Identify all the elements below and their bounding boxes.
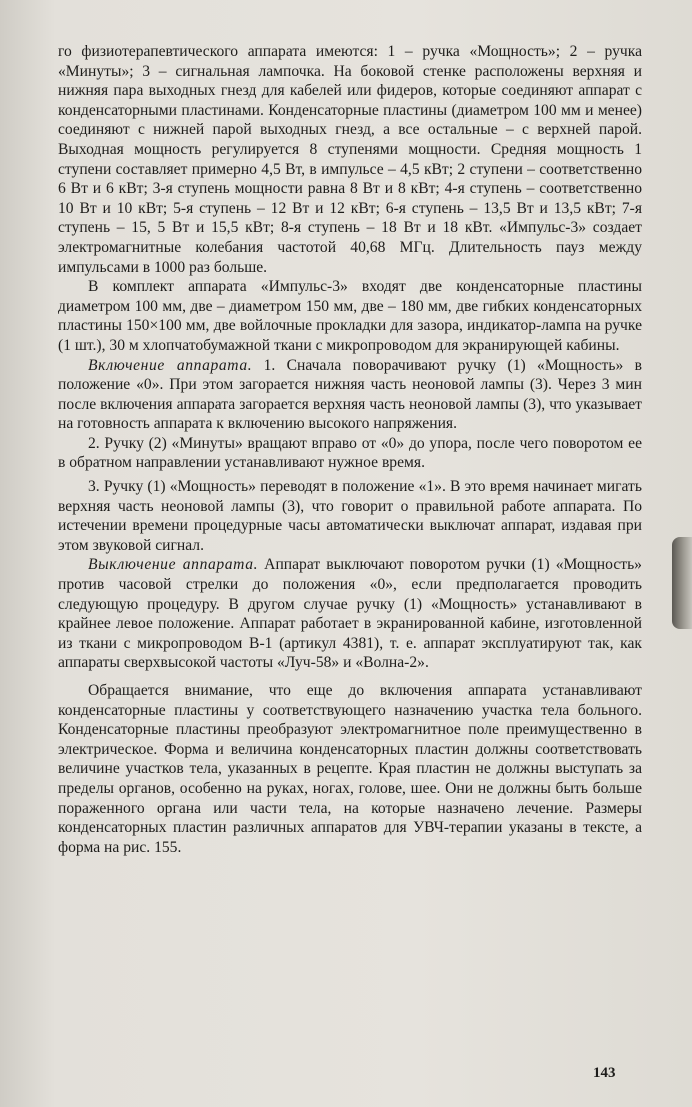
paragraph-3-body: 1. Сначала поворачивают ручку (1) «Мощность» в положение «0». При этом загорается нижняя часть неоновой лампы (3). Через 3 мин после включения аппарата загорается верхняя часть неоновой лампы (3), что указывает на готовность аппарата к включению высокого напряжения.	[58, 356, 642, 433]
paragraph-3	[58, 356, 642, 434]
paragraph-6-body: Аппарат выключают поворотом ручки (1) «Мощность» против часовой стрелки до положения «0», если предполагается проводить следующую процедуру. В другом случае ручку (1) «Мощность» устанавливают в крайнее левое положение. Аппарат работает в экранированной кабине, изготовленной из ткани с микропроводом В-1 (артикул 4381), т. е. аппарат эксплуатируют так, как аппараты сверхвысокой частоты «Луч-58» и «Волна-2».	[58, 556, 642, 672]
page-number: 143	[593, 1065, 616, 1081]
paragraph-6-lead: Выключение аппарата.	[88, 556, 259, 574]
paragraph-2: В комплект аппарата «Импульс-3» входят две конденсаторные пластины диаметром 100 мм, две – диаметром 150 мм, две – 180 мм, две гибких конденсаторных пластины 150×100 мм, две войлочные прокладки для зазора, индикатор-лампа на ручке (1 шт.), 30 м хлопчатобумажной ткани с микропроводом для экранирующей кабины.	[58, 278, 642, 354]
paragraph-6	[58, 555, 642, 673]
paragraph-1: го физиотерапевтического аппарата имеются: 1 – ручка «Мощность»; 2 – ручка «Минуты»; 3 – сигнальная лампочка. На боковой стенке расположены верхняя и нижняя пара выходных гнезд для кабелей или фидеров, которые соединяют аппарат с конденсаторными пластинами. Конденсаторные пластины (диаметром 100 мм и менее) соединяют с нижней парой выходных гнезд, а все остальные – с верхней парой. Выходная мощность регулируется 8 ступенями мощности. Средняя мощность 1 ступени составляет примерно 4,5 Вт, в импульсе – 4,5 кВт; 2 ступени – соответственно 6 Вт и 6 кВт; 3-я ступень мощности равна 8 Вт и 8 кВт; 4-я ступень – соответственно 10 Вт и 10 кВт; 5-я ступень – 12 Вт и 12 кВт; 6-я ступень – 13,5 Вт и 13,5 кВт; 7-я ступень – 15, 5 Вт и 15,5 кВт; 8-я ступень – 18 Вт и 18 кВт. «Импульс-3» создает электромагнитные колебания частотой 40,68 МГц. Длительность пауз между импульсами в 1000 раз больше.	[58, 43, 642, 276]
body-text	[58, 42, 642, 857]
paragraph-4: 2. Ручку (2) «Минуты» вращают вправо от «0» до упора, после чего поворотом ее в обратном направлении устанавливают нужное время.	[58, 434, 642, 472]
paragraph-3-lead: Включение аппарата.	[88, 356, 253, 374]
page-edge-tab	[672, 537, 692, 629]
paragraph-5: 3. Ручку (1) «Мощность» переводят в положение «1». В это время начинает мигать верхняя часть неоновой лампы (3), что говорит о правильной работе аппарата. По истечении времени процедурные часы автоматически выключат аппарат, издавая при этом звуковой сигнал.	[58, 478, 642, 554]
paragraph-7: Обращается внимание, что еще до включения аппарата устанавливают конденсаторные пластины у соответствующего назначению участка тела больного. Конденсаторные пластины преобразуют электромагнитное поле преимущественно в электрическое. Форма и величина конденсаторных пластин должны соответствовать величине участков тела, указанных в рецепте. Края пластин не должны выступать за пределы органов, особенно на руках, ногах, голове, шее. Они не должны быть больше пораженного органа или части тела, на которые назначено лечение. Размеры конденсаторных пластин различных аппаратов для УВЧ-терапии указаны в тексте, а форма на рис. 155.	[58, 682, 642, 856]
